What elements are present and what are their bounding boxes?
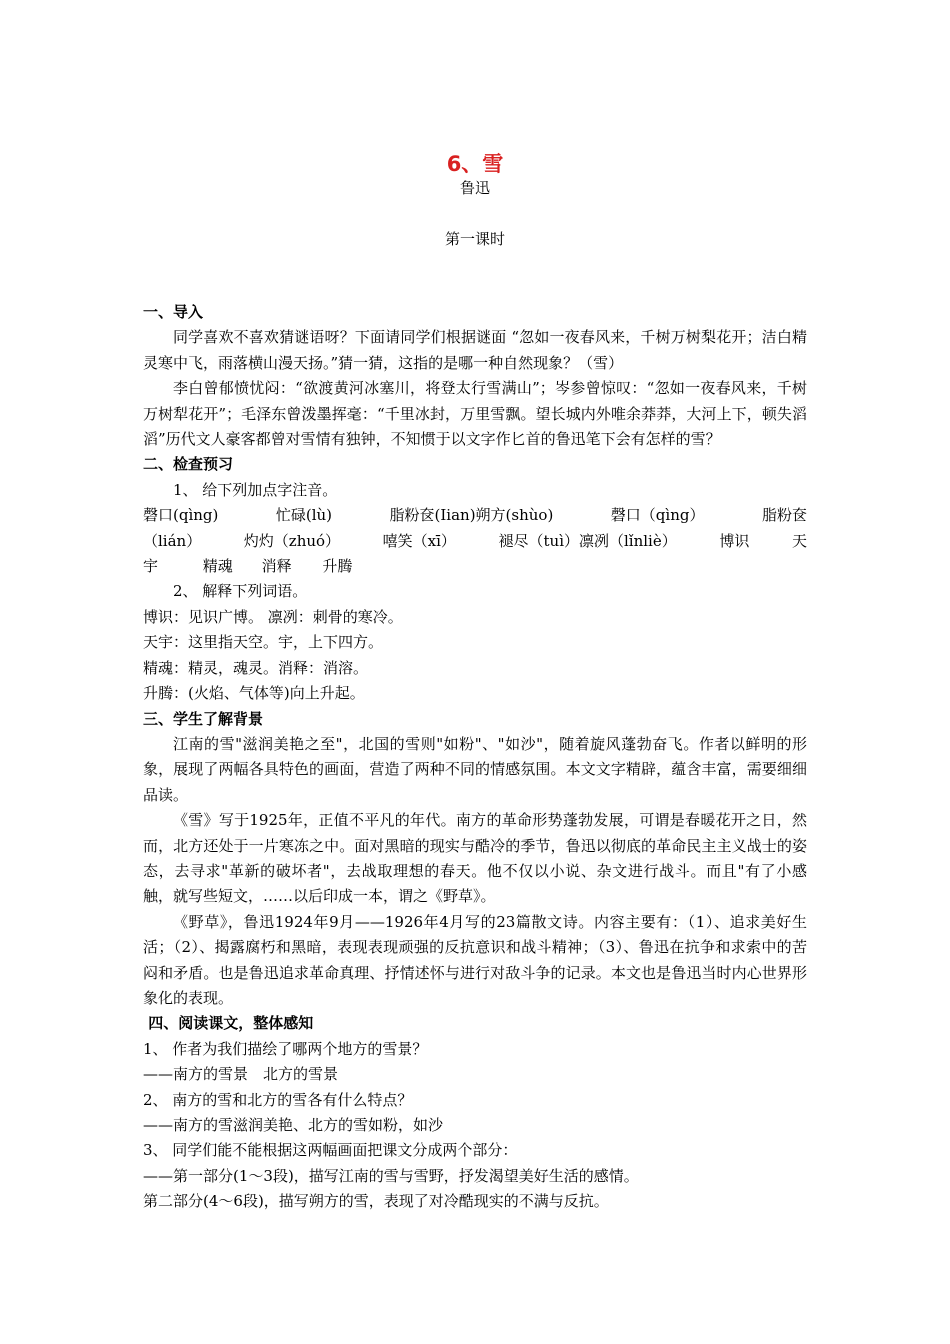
paragraph: 同学喜欢不喜欢猜谜语呀？下面请同学们根据谜面 “忽如一夜春风来，千树万树梨花开；洁白精灵寒中飞，雨落横山漫天扬。”猜一猜，这指的是哪一种自然现象？（雪） [143,328,807,372]
question-line: 3、 同学们能不能根据这两幅画面把课文分成两个部分： [143,1141,518,1160]
answer-line: 第二部分(4～6段)，描写朔方的雪，表现了对冷酷现实的不满与反抗。 [143,1192,609,1211]
definition-line: 博识：见识广博。 凛冽：刺骨的寒冷。 [143,607,403,626]
pinyin-item: 精魂 [202,557,233,576]
lesson-label: 第一课时 [444,230,505,248]
question-line: 2、 南方的雪和北方的雪各有什么特点？ [143,1090,413,1109]
pinyin-item: 灼灼（zhuó） [243,531,341,550]
paragraph: 《雪》写于1925年，正值不平凡的年代。南方的革命形势蓬勃发展，可谓是春暖花开之日，然而，北方还处于一片寒冻之中。面对黑暗的现实与酷冷的季节，鲁迅以彻底的革命民主主义战士的姿态，去寻求"革新的破坏者"，去战取理想的春天。他不仅以小说、杂文进行战斗。而且"有了小感触，就写些短文，……以后印成一本，谓之《野草》。 [143,811,807,906]
answer-line: ——南方的雪景 北方的雪景 [143,1065,339,1084]
pinyin-item: 天 [791,531,807,550]
definition-line: 精魂：精灵，魂灵。消释：消溶。 [143,658,369,677]
document-body [143,300,807,1215]
question-line: 1、 给下列加点字注音。 [173,480,338,499]
pinyin-row [143,503,807,528]
question-line: 1、 作者为我们描绘了哪两个地方的雪景？ [143,1039,428,1058]
paragraph: 江南的雪"滋润美艳之至"，北国的雪则"如粉"、"如沙"，随着旋风蓬勃奋飞。作者以鲜明的形象，展现了两幅各具特色的画面，营造了两种不同的情感氛围。本文文字精辟，蕴含丰富，需要细细品读。 [143,734,807,804]
pinyin-item: 嘻笑（xī） [382,531,456,550]
pinyin-item: 脂粉奁 [761,506,807,525]
section-heading-intro: 一、导入 [143,303,204,321]
pinyin-item: 脂粉奁(Iian)朔方(shùo) [389,506,554,525]
section-heading-reading: 四、阅读课文，整体感知 [143,1014,314,1033]
pinyin-row [143,529,807,554]
question-line: 2、 解释下列词语。 [173,582,308,601]
answer-line: ——南方的雪滋润美艳、北方的雪如粉，如沙 [143,1116,444,1134]
pinyin-row [143,554,807,579]
author-name: 鲁迅 [459,179,490,197]
definition-line: 升腾：(火焰、气体等)向上升起。 [143,684,365,703]
paragraph: 李白曾郁愤忧闷：“欲渡黄河冰塞川，将登太行雪满山”；岑参曾惊叹：“忽如一夜春风来，千树万树犁花开”；毛泽东曾泼墨挥毫：“千里冰封，万里雪飘。望长城内外唯余莽莽，大河上下，顿失滔滔”历代文人豪客都曾对雪情有独钟，不知惯于以文字作匕首的鲁迅笔下会有怎样的雪？ [143,379,807,449]
pinyin-item: 宇 [143,557,159,576]
document-title: 6、雪 [446,152,504,176]
pinyin-item: 磬口(qìng) [143,506,219,525]
pinyin-item: 磬口（qìng） [610,506,705,525]
pinyin-item: 消释 [261,557,292,576]
paragraph: 《野草》，鲁迅1924年9月——1926年4月写的23篇散文诗。内容主要有：（1）、追求美好生活；（2）、揭露腐朽和黑暗，表现表现顽强的反抗意识和战斗精神；（3）、鲁迅在抗争和求索中的苦闷和矛盾。也是鲁迅追求革命真理、抒情述怀与进行对敌斗争的记录。本文也是鲁迅当时内心世界形象化的表现。 [143,912,807,1007]
section-heading-preview: 二、检查预习 [143,455,234,474]
section-heading-background: 三、学生了解背景 [143,709,264,728]
answer-line: ——第一部分(1～3段)，描写江南的雪与雪野，抒发渴望美好生活的感情。 [143,1166,639,1185]
pinyin-item: 博识 [719,531,750,550]
definition-line: 天宇：这里指天空。宇，上下四方。 [143,633,384,652]
pinyin-item: 升腾 [322,557,353,576]
pinyin-item: 褪尽（tuì）凛冽（lǐnliè） [498,531,677,550]
pinyin-item: （lián） [143,531,202,550]
pinyin-item: 忙碌(lù) [275,506,333,525]
